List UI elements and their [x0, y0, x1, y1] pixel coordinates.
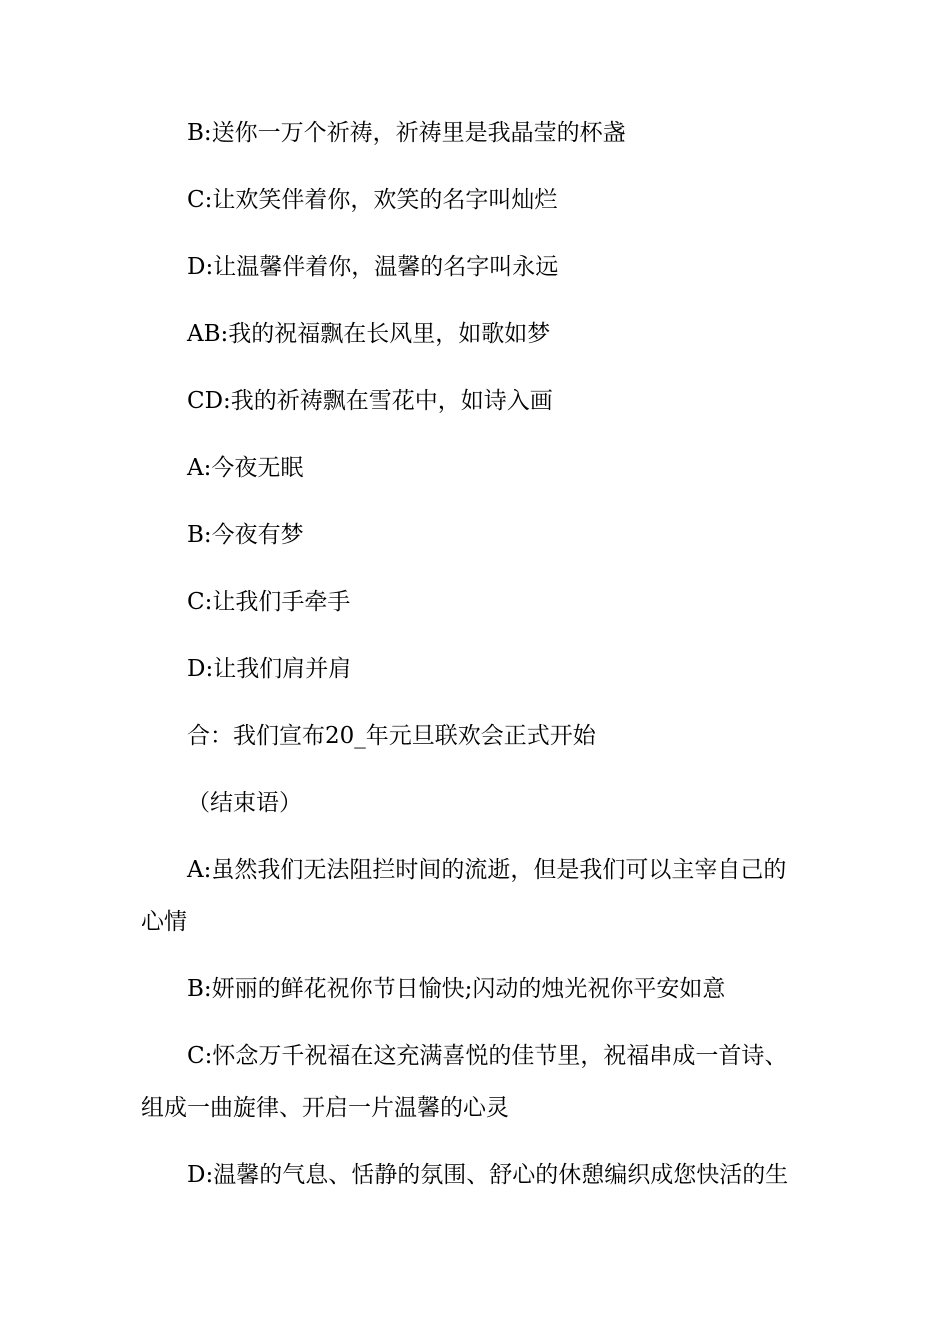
paragraph-2: C:让欢笑伴着你，欢笑的名字叫灿烂 — [187, 187, 558, 213]
paragraph-11: （结束语） — [187, 790, 302, 816]
paragraph-10: 合：我们宣布20_年元旦联欢会正式开始 — [187, 723, 596, 749]
paragraph-8: C:让我们手牵手 — [187, 589, 351, 615]
paragraph-4: AB:我的祝福飘在长风里，如歌如梦 — [187, 321, 551, 347]
paragraph-13: B:妍丽的鲜花祝你节日愉快;闪动的烛光祝你平安如意 — [187, 976, 726, 1002]
document-body — [141, 118, 806, 1227]
paragraph-1: B:送你一万个祈祷，祈祷里是我晶莹的杯盏 — [187, 120, 626, 146]
paragraph-7: B:今夜有梦 — [187, 522, 304, 548]
paragraph-12: A:虽然我们无法阻拦时间的流逝，但是我们可以主宰自己的心情 — [141, 857, 787, 935]
paragraph-14: C:怀念万千祝福在这充满喜悦的佳节里，祝福串成一首诗、组成一曲旋律、开启一片温馨的心灵 — [141, 1043, 788, 1121]
paragraph-5: CD:我的祈祷飘在雪花中，如诗入画 — [187, 388, 553, 414]
paragraph-3: D:让温馨伴着你，温馨的名字叫永远 — [187, 254, 559, 280]
paragraph-6: A:今夜无眠 — [187, 455, 304, 481]
paragraph-9: D:让我们肩并肩 — [187, 656, 352, 682]
paragraph-15: D:温馨的气息、恬静的氛围、舒心的休憩编织成您快活的生 — [187, 1162, 789, 1188]
